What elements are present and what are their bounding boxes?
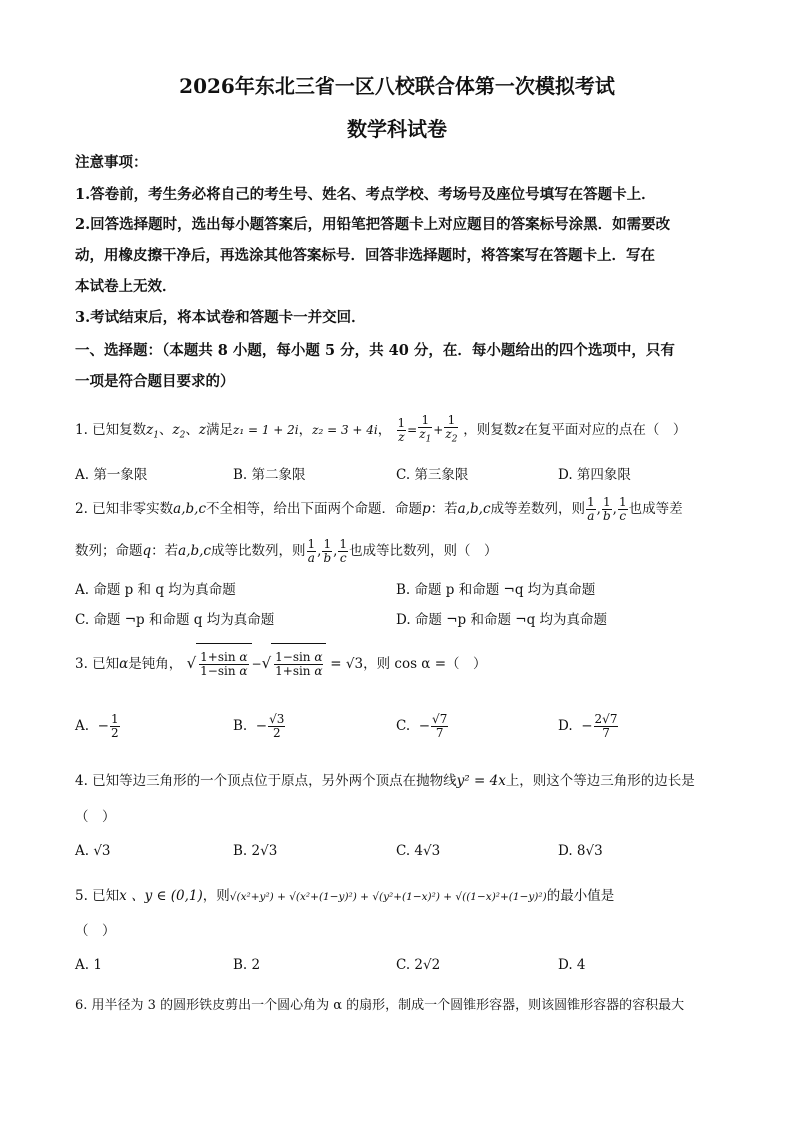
q3-option-b: B. − $\frac{√3}{2}$ (233, 712, 285, 740)
notice-item1: 1.答卷前，考生务必将自己的考生号、姓名、考点学校、考场号及座位号填写在答题卡上． (75, 186, 656, 203)
q4-option-a: A. √3 (75, 843, 111, 859)
page-title-line1: 2026年东北三省一区八校联合体第一次模拟考试 (179, 74, 615, 98)
q2-l1a: 2. 已知非零实数 (75, 501, 174, 517)
q1-option-c: C. 第三象限 (396, 467, 469, 483)
q2-recip-1: $\frac{1}{a}$ , $\frac{1}{b}$ , $\frac{1}{c}$ (587, 495, 627, 523)
q1-prefix: 1. 已知复数 (75, 422, 147, 438)
question-2-line2 (75, 534, 498, 568)
q2-p: p (422, 501, 431, 517)
q1-option-a: A. 第一象限 (75, 467, 148, 483)
q2-option-a: A. 命题 p 和 q 均为真命题 (75, 582, 236, 598)
question-5-line1 (75, 884, 614, 904)
notice-item2-line1: 2.回答选择题时，选出每小题答案后，用铅笔把答题卡上对应题目的答案标号涂黑．如需要改 (75, 216, 671, 233)
q2-option-c: C. 命题 ¬p 和命题 q 均为真命题 (75, 612, 275, 628)
q4-option-c: C. 4√3 (396, 843, 441, 859)
q1-option-d: D. 第四象限 (558, 467, 631, 483)
notice-item3: 3.考试结束后，将本试卷和答题卡一并交回． (75, 309, 366, 326)
q2-l2a: 数列；命题 (75, 543, 143, 559)
q3-tail: ，则 cos α =（ ） (363, 656, 487, 672)
q1-comma: ， (298, 422, 313, 438)
q1-z: z (198, 422, 207, 438)
q2-abc: a,b,c (173, 501, 207, 517)
q1-equation: $\frac{1}{z}$ = $\frac{1}{z_1}$ + $\frac{1}{z_2}$ (397, 413, 458, 445)
q2-l1b: 不全相等，给出下面两个命题．命题 (206, 501, 423, 517)
section1-line2: 一项是符合题目要求的） (75, 373, 235, 390)
q1-sep2: 、 (185, 422, 199, 438)
q3-option-c: C. − $\frac{√7}{7}$ (396, 712, 448, 740)
q5-option-a: A. 1 (75, 957, 102, 973)
section1-line1: 一、选择题：（本题共 8 小题，每小题 5 分，共 40 分，在．每小题给出的四个选项中，只有 (75, 342, 675, 359)
q2-l1c: ：若 (430, 501, 458, 517)
q1-z2: $z_2$ (172, 422, 186, 441)
q1-comma2: ， (377, 422, 392, 438)
q1-option-b: B. 第二象限 (233, 467, 306, 483)
q5-option-b: B. 2 (233, 957, 261, 973)
q1-cond2: z₂ = 3 + 4i (312, 423, 378, 437)
q3-rhs: = √3 (330, 656, 364, 672)
notice-item2-line2: 动，用橡皮擦干净后，再选涂其他答案标号．回答非选择题时，将答案写在答题卡上．写在 (75, 247, 655, 264)
q5-vars: x 、y ∈ (0,1) (119, 888, 203, 904)
q3-option-a: A. − $\frac{1}{2}$ (75, 712, 119, 740)
question-1 (75, 400, 686, 466)
q2-l2b: ：若 (151, 543, 179, 559)
notice-item2-line3: 本试卷上无效． (75, 278, 177, 295)
question-2-line1 (75, 492, 683, 526)
q1-zz: z (517, 422, 525, 438)
q3-mid: 是钝角， (128, 656, 183, 672)
notice-heading: 注意事项： (75, 154, 148, 171)
q2-abc-2: a,b,c (457, 501, 491, 517)
q4-l1b: 上，则这个等边三角形的边长是 (505, 773, 695, 789)
q2-l1d: 成等差数列，则 (490, 501, 586, 517)
q2-option-b: B. 命题 p 和命题 ¬q 均为真命题 (396, 582, 596, 598)
q2-abc-3: a,b,c (178, 543, 211, 559)
q5-option-c: C. 2√2 (396, 957, 441, 973)
q3-prefix: 3. 已知 (75, 656, 120, 672)
q4-option-b: B. 2√3 (233, 843, 278, 859)
q1-mid: 满足 (206, 422, 234, 438)
q2-option-d: D. 命题 ¬p 和命题 ¬q 均为真命题 (396, 612, 607, 628)
q5-mid: ，则 (202, 888, 230, 904)
q2-recip-2: $\frac{1}{a}$ , $\frac{1}{b}$ , $\frac{1}{c}$ (307, 537, 348, 565)
q5-expr: √(x²+y²) + √(x²+(1−y)²) + √(y²+(1−x)²) + √((1−x)²+(1−y)²) (229, 891, 547, 903)
q5-prefix: 5. 已知 (75, 888, 120, 904)
q3-alpha: α (119, 656, 129, 672)
q5-option-d: D. 4 (558, 957, 586, 973)
q3-option-d: D. − $\frac{2√7}{7}$ (558, 712, 618, 740)
q4-eq: y² = 4x (456, 773, 506, 789)
q4-l1: 4. 已知等边三角形的一个顶点位于原点，另外两个顶点在抛物线 (75, 773, 457, 789)
q2-q: q (142, 543, 152, 559)
q2-l2d: 也成等比数列，则（ ） (349, 543, 498, 559)
q1-sep1: 、 (159, 422, 173, 438)
q1-z1: $z_1$ (146, 422, 160, 441)
question-6-line1: 6. 用半径为 3 的圆形铁皮剪出一个圆心角为 α 的扇形，制成一个圆锥形容器，则该圆锥形容器的容积最大 (75, 998, 685, 1013)
q3-expression: √ $\frac{\text{1+sin α}}{\text{1−sin α}}$ −√ $\frac{\text{1−sin α}}{\text{1+sin α}}$ (187, 657, 331, 671)
question-5-line2: （ ） (75, 923, 116, 939)
q2-l1e: 也成等差 (628, 501, 683, 517)
q1-cond1: z₁ = 1 + 2i (233, 423, 299, 437)
question-4-line1 (75, 769, 695, 789)
q2-l2c: 成等比数列，则 (211, 543, 306, 559)
question-4-line2: （ ） (75, 809, 116, 825)
question-3 (75, 643, 487, 684)
q1-tail: 在复平面对应的点在（ ） (524, 422, 687, 438)
q1-after: ，则复数 (463, 422, 518, 438)
page-title-line2: 数学科试卷 (347, 117, 447, 141)
q4-option-d: D. 8√3 (558, 843, 603, 859)
q5-tail: 的最小值是 (546, 888, 615, 904)
